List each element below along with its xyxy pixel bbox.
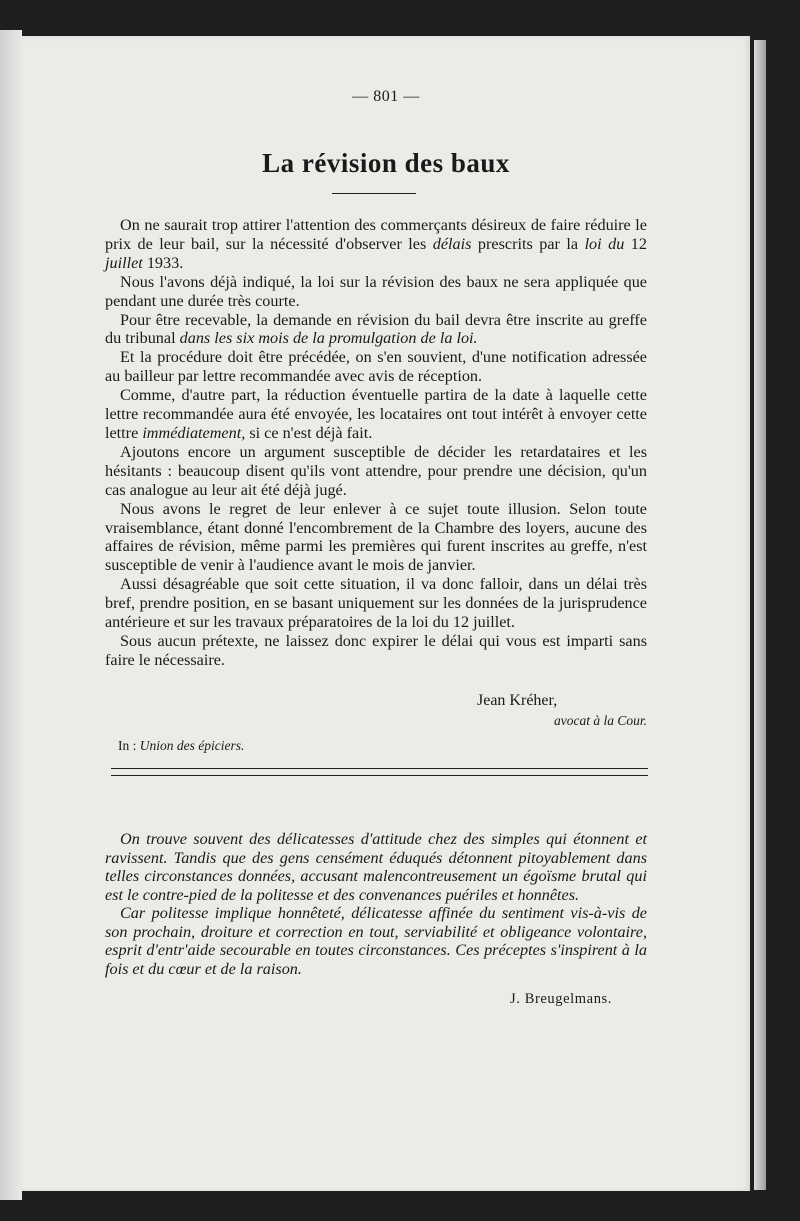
article-body — [105, 216, 647, 670]
author-role: avocat à la Cour. — [554, 713, 647, 728]
text-run: Et la procédure doit être précédée, on s'en souvient, d'une notification adressée au bailleur par lettre recommandée avec avis de réception. — [105, 348, 647, 386]
source-label: In : — [118, 738, 137, 753]
title-divider — [332, 193, 416, 194]
quote-paragraph: On trouve souvent des délicatesses d'attitude chez des simples qui étonnent et ravissent. Tandis que des gens censément éduqués détonnent pitoyablement dans telles circonstances données, accusant malencontreusement un égoïsme brutal qui est le contre-pied de la politesse et des convenances puériles et honnêtes. — [105, 830, 647, 904]
emphasized-text: loi du — [584, 234, 625, 253]
left-page-edge — [0, 30, 22, 1200]
text-run: Comme, d'autre part, la réduction éventuelle partira de la date à laquelle cette lettre recommandée aura été envoyée, les locataires ont tout intérêt à envoyer cette lettre — [105, 386, 647, 442]
quote-paragraph: Car politesse implique honnêteté, délicatesse affinée du sentiment vis-à-vis de son prochain, droiture et correction en tout, serviabilité et obligeance volontaire, esprit d'entr'aide secourable en toutes circonstances. Ces préceptes s'inspirent à la fois et du cœur et de la raison. — [105, 904, 647, 978]
emphasized-text: immédiatement, — [142, 423, 246, 442]
text-run: prescrits par la — [471, 234, 585, 253]
text-run: 12 — [624, 234, 647, 253]
politeness-quote — [105, 830, 647, 978]
text-run: Sous aucun prétexte, ne laissez donc expirer le délai qui vous est imparti sans faire le nécessaire. — [105, 631, 647, 669]
section-divider-bottom — [111, 775, 648, 776]
article-paragraph — [105, 575, 647, 632]
article-paragraph — [105, 443, 647, 500]
text-run: Nous l'avons déjà indiqué, la loi sur la révision des baux ne sera appliquée que pendant une durée très courte. — [105, 272, 647, 310]
article-paragraph — [105, 500, 647, 576]
section-divider-top — [111, 768, 648, 769]
article-paragraph — [105, 348, 647, 386]
article-title: La révision des baux — [262, 148, 510, 178]
author-name: Jean Kréher, — [477, 692, 558, 709]
page-number: — 801 — — [352, 88, 420, 105]
article-paragraph — [105, 632, 647, 670]
source-citation — [118, 738, 244, 754]
text-run: Ajoutons encore un argument susceptible de décider les retardataires et les hésitants : beaucoup disent qu'ils vont attendre, pour prendre une décision, qu'un cas analogue au leur ait été déjà jugé. — [105, 442, 647, 499]
article-paragraph — [105, 273, 647, 311]
article-paragraph — [105, 386, 647, 443]
right-page-edge — [754, 40, 766, 1190]
text-run: Aussi désagréable que soit cette situation, il va donc falloir, dans un délai très bref, prendre position, en se basant uniquement sur les données de la jurisprudence antérieure et sur les travaux préparatoires de la loi du 12 juillet. — [105, 575, 647, 632]
text-run: On ne saurait trop attirer l'attention des commerçants désireux de faire réduire le prix de leur bail, sur la nécessité d'observer les — [105, 216, 647, 253]
article-paragraph — [105, 311, 647, 349]
source-publication: Union des épiciers. — [139, 738, 245, 753]
text-run: Nous avons le regret de leur enlever à ce sujet toute illusion. Selon toute vraisemblance, étant donné l'encombrement de la Chambre des loyers, aucune des affaires de révision, même parmi les premières qui furent inscrites au greffe, n'est susceptible de venir à l'audience avant le mois de janvier. — [105, 499, 647, 575]
document-page — [22, 36, 750, 1191]
emphasized-text: délais — [432, 234, 472, 253]
article-paragraph — [105, 216, 647, 273]
text-run: Pour être recevable, la demande en révision du bail devra être inscrite au greffe du tribunal — [105, 310, 647, 348]
quote-author: J. Breugelmans. — [510, 991, 613, 1007]
text-run: 1933. — [142, 253, 184, 272]
emphasized-text: dans les six mois de la promulgation de la loi. — [179, 329, 478, 348]
emphasized-text: juillet — [105, 253, 143, 272]
text-run: si ce n'est déjà fait. — [245, 423, 373, 442]
article-signature — [477, 692, 647, 729]
